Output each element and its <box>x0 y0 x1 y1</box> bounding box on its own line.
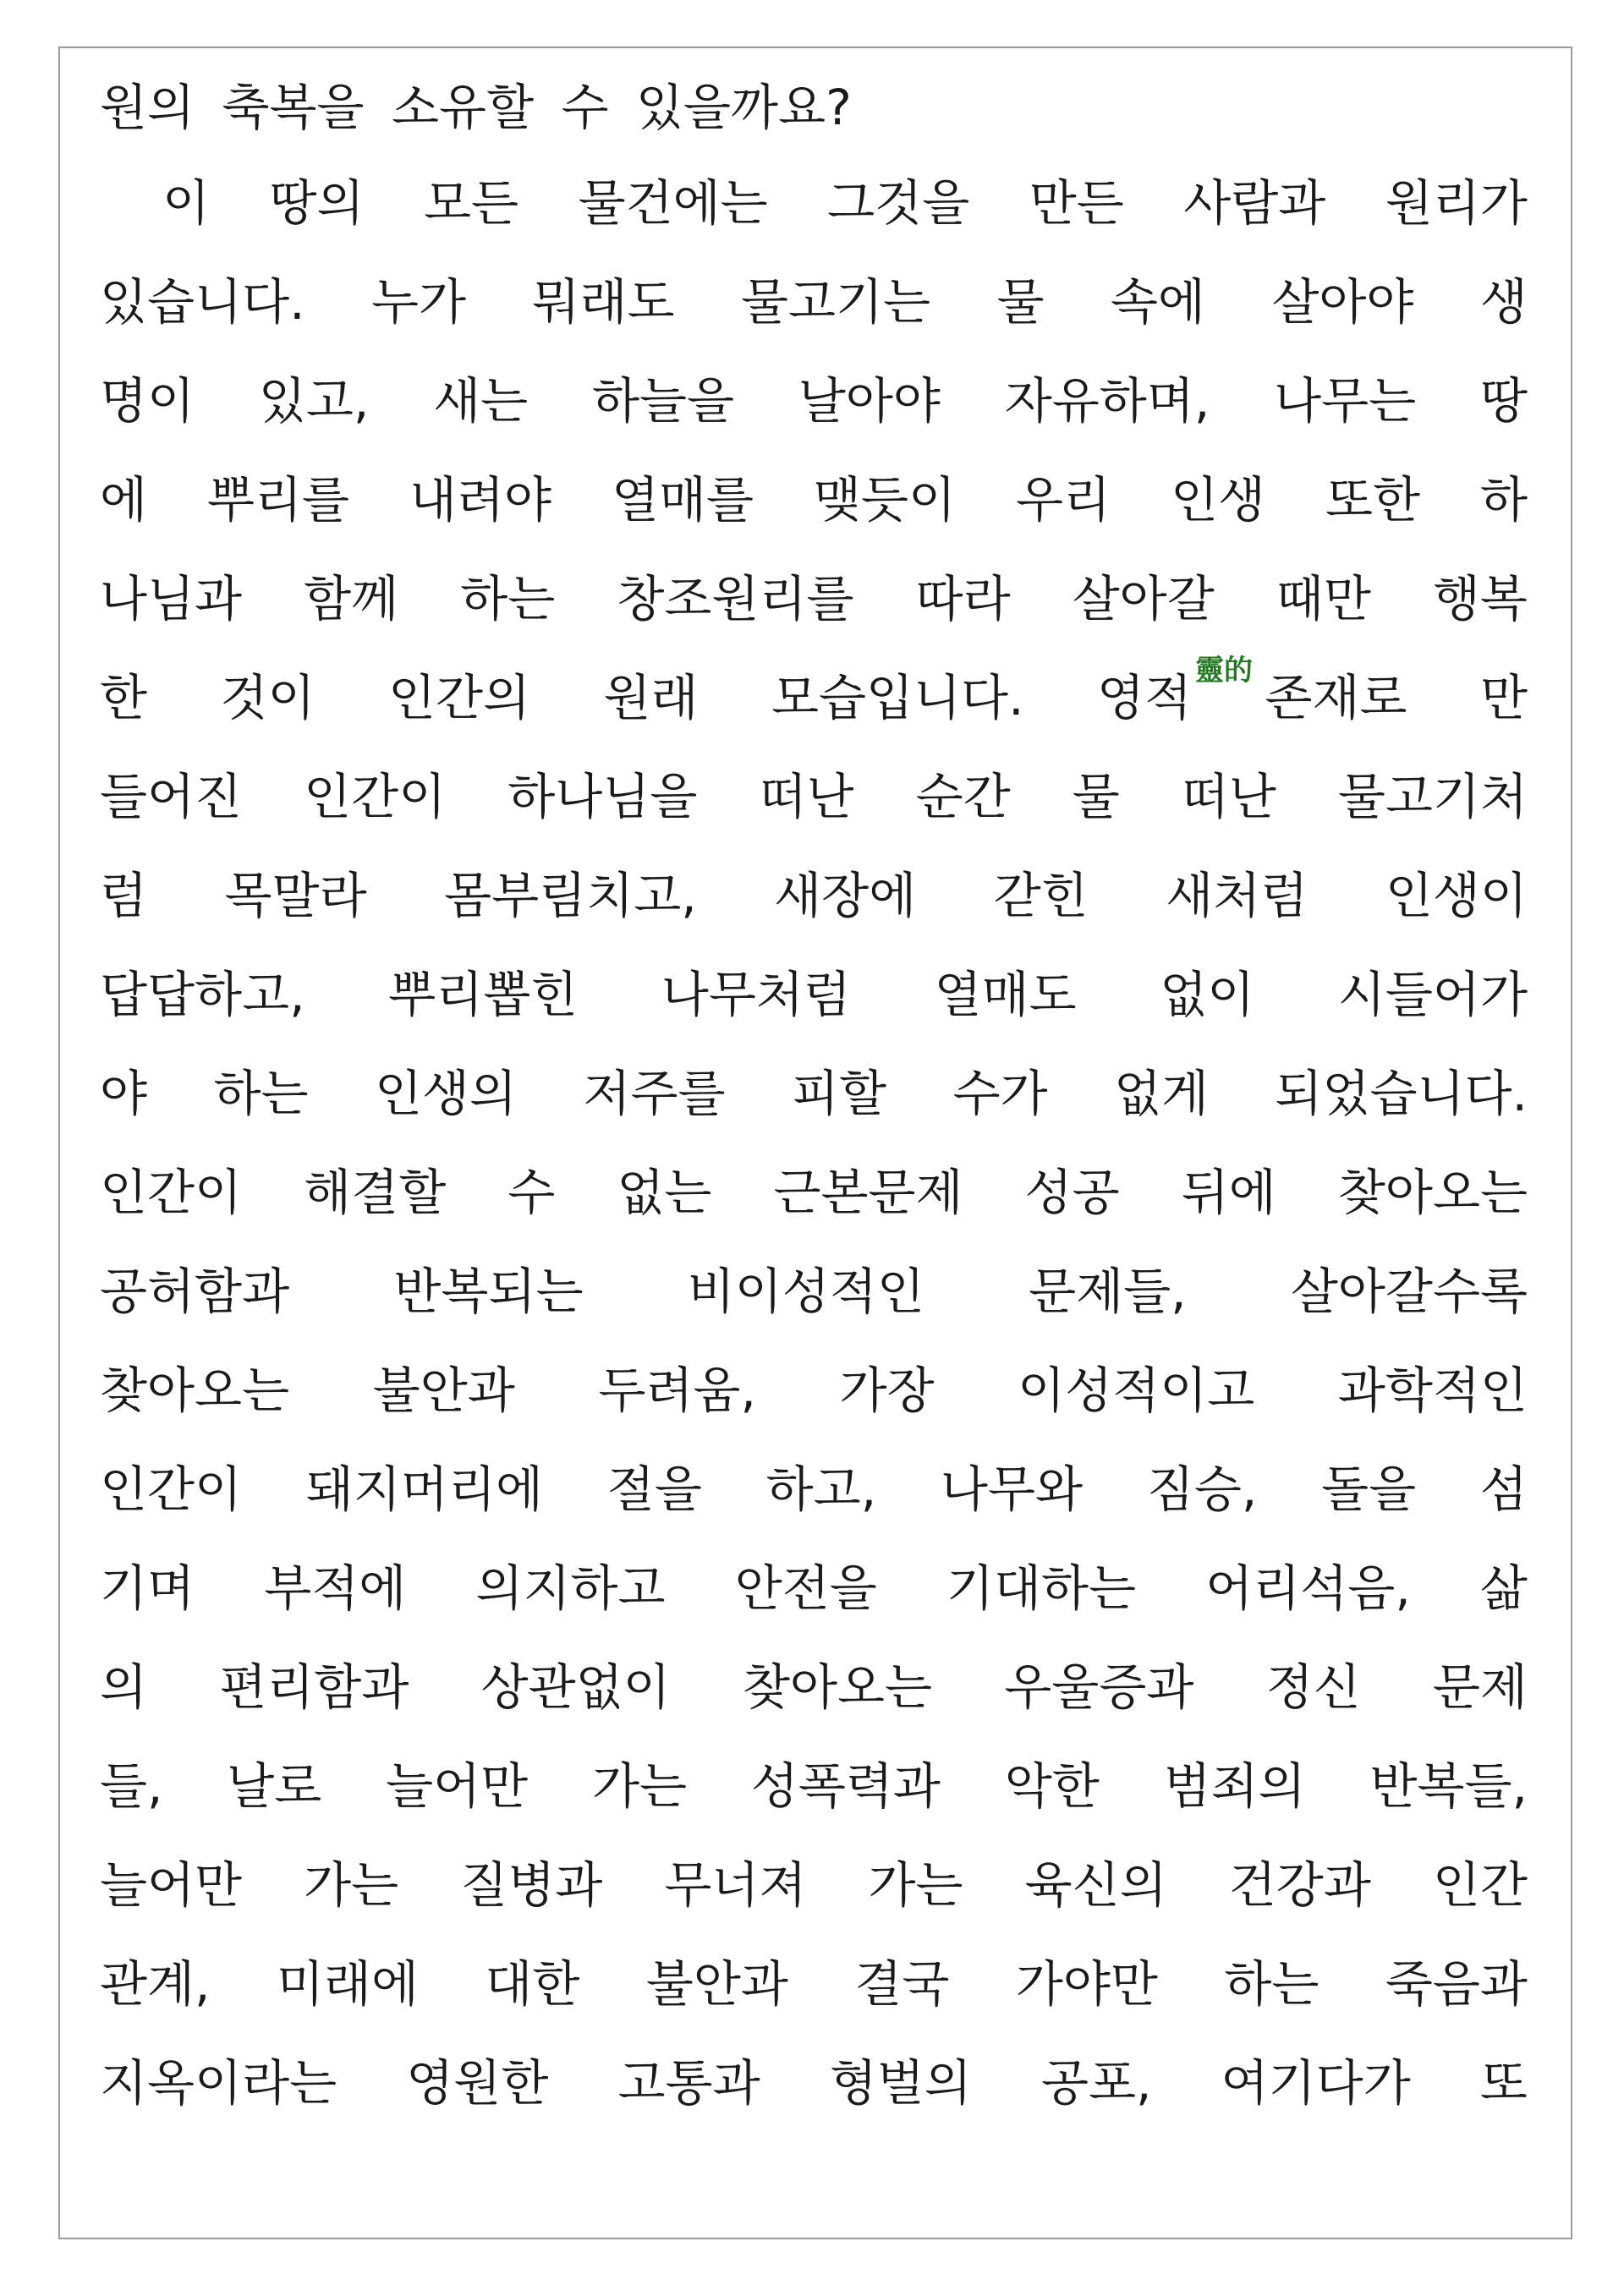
text-word: 사람과 <box>1183 174 1326 232</box>
text-word: 미래에 <box>276 1955 419 2013</box>
text-word: 수 <box>508 1164 556 1221</box>
text-word: 물 <box>1072 768 1120 825</box>
text-word: 누가 <box>370 273 467 331</box>
text-word: 명이 <box>100 372 195 430</box>
text-word: 피할 <box>791 1065 887 1122</box>
text-word: 안전을 <box>734 1559 877 1617</box>
text-word: 속에 <box>1110 273 1205 331</box>
text-word: 불안과 <box>372 1362 515 1419</box>
text-word: 인간 <box>1432 1856 1528 1914</box>
text-word: 영원한 <box>406 2054 549 2112</box>
text-word: 형벌의 <box>829 2054 972 2112</box>
text-word: 여기다가 <box>1221 2054 1411 2112</box>
text-line: 원의 축복을 소유할 수 있을까요? <box>100 79 852 136</box>
text-word: 물건에는 <box>578 174 768 232</box>
text-word: 또한 <box>1325 471 1421 529</box>
text-word: 열매를 <box>611 471 754 529</box>
text-word: 살아갈수록 <box>1290 1263 1528 1320</box>
text-word: 것이 <box>220 669 315 726</box>
text-word: 범죄의 <box>1163 1757 1306 1815</box>
text-word: 모든 <box>424 174 519 232</box>
text-word: 무너져 <box>664 1856 807 1914</box>
text-word: 정신 <box>1265 1658 1361 1716</box>
text-word: 날로 <box>227 1757 322 1815</box>
text-word: 대한 <box>485 1955 580 2013</box>
text-word: 살아갈 <box>1072 570 1215 627</box>
text-line <box>100 1955 1528 2013</box>
text-word: 생 <box>1479 273 1528 331</box>
text-word: 고통과 <box>617 2054 760 2112</box>
text-word: 나무처럼 <box>661 966 851 1023</box>
text-word: 답답하고, <box>100 966 305 1023</box>
text-word: 에 <box>100 471 148 529</box>
text-word: 목말라 <box>224 867 367 924</box>
text-word: 만 <box>1479 669 1528 726</box>
text-word: 하고, <box>765 1460 877 1518</box>
text-word: 우리 <box>1016 471 1111 529</box>
text-line <box>100 1164 1528 1221</box>
text-word: 이성적이고 <box>1018 1362 1255 1419</box>
text-word: 이 <box>162 174 211 232</box>
text-word: 수가 <box>952 1065 1048 1122</box>
text-line <box>100 1658 1528 1716</box>
text-word: 내려야 <box>409 471 552 529</box>
text-line <box>100 654 1528 726</box>
text-word: 돌을 <box>1321 1460 1417 1518</box>
text-word: 하는 <box>460 570 556 627</box>
text-word: 찾아오는 <box>742 1658 933 1716</box>
text-word: 성폭력과 <box>750 1757 941 1815</box>
text-word: 문제 <box>1432 1658 1528 1716</box>
text-word: 기대하는 <box>946 1559 1137 1617</box>
text-line <box>100 2054 1528 2112</box>
text-word: 뿌리를 <box>206 471 350 529</box>
text-word: 원리가 <box>1385 174 1528 232</box>
text-word: 새는 <box>433 372 529 430</box>
text-word: 저주를 <box>583 1065 726 1122</box>
text-word: 삶 <box>1479 1559 1528 1617</box>
text-word: 하나님을 <box>508 768 698 825</box>
text-word: 뒤에 <box>1181 1164 1276 1221</box>
text-word: 떠난 <box>1181 768 1276 825</box>
text-word: 인간이 <box>304 768 447 825</box>
text-word: 물고기처 <box>1337 768 1528 825</box>
text-word: 인생이 <box>1385 867 1528 924</box>
text-line <box>100 966 1528 1023</box>
text-word: 없는 <box>617 1164 712 1221</box>
text-word: 또 <box>1479 2054 1528 2112</box>
text-word: 상관없이 <box>480 1658 671 1716</box>
text-word: 가야만 <box>1015 1955 1158 2013</box>
text-word: 없게 <box>1113 1065 1209 1122</box>
text-word: 근본문제 <box>773 1164 963 1221</box>
text-word: 야 <box>100 1065 148 1122</box>
text-line <box>100 1460 1528 1518</box>
text-word: 공허함과 <box>100 1263 290 1320</box>
text-word: 찾아오는 <box>100 1362 290 1419</box>
text-word: 인간이 <box>100 1164 243 1221</box>
text-word: 나님과 <box>100 570 243 627</box>
text-word: 물 <box>996 273 1045 331</box>
text-line <box>100 1065 1528 1122</box>
text-word: 해결할 <box>304 1164 447 1221</box>
text-line <box>100 1362 1528 1419</box>
text-word: 공포, <box>1040 2054 1152 2112</box>
text-word: 악한 <box>1004 1757 1100 1815</box>
text-word: 인생 <box>1171 471 1266 529</box>
text-word: 창조원리를 <box>617 570 854 627</box>
text-word: 따라 <box>915 570 1011 627</box>
text-word: 있고, <box>258 372 370 430</box>
text-word: 열매도 <box>934 966 1077 1023</box>
text-word: 편리함과 <box>219 1658 409 1716</box>
text-word: 들어진 <box>100 768 243 825</box>
text-word: 절을 <box>606 1460 702 1518</box>
document-body <box>100 79 1528 2157</box>
text-word: 반복들, <box>1369 1757 1528 1815</box>
text-word: 결국 <box>854 1955 950 2013</box>
text-word: 늘어만 <box>386 1757 529 1815</box>
text-line <box>100 1856 1528 1914</box>
text-word: 땅 <box>1479 372 1528 430</box>
text-word: 뭐래도 <box>532 273 675 331</box>
text-word: 만든 <box>1029 174 1124 232</box>
text-word: 육신의 <box>1024 1856 1167 1914</box>
text-word: 새처럼 <box>1166 867 1309 924</box>
text-word: 우울증과 <box>1004 1658 1194 1716</box>
text-word: 찾아오는 <box>1337 1164 1528 1221</box>
text-word: 나무와 <box>940 1460 1084 1518</box>
text-word: 섬 <box>1479 1460 1528 1518</box>
text-word: 부적에 <box>264 1559 407 1617</box>
text-word: 반복되는 <box>393 1263 584 1320</box>
text-line <box>100 471 1528 529</box>
text-word: 갇힌 <box>993 867 1089 924</box>
text-word: 순간 <box>915 768 1011 825</box>
text-line <box>100 372 1528 430</box>
annotated-word-text: 영적 <box>1096 669 1192 726</box>
hanja-gloss: 靈的 <box>1195 654 1253 688</box>
text-line <box>100 570 1528 627</box>
text-word: 질병과 <box>460 1856 603 1914</box>
text-word: 어리석음, <box>1205 1559 1411 1617</box>
text-word: 가는 <box>304 1856 399 1914</box>
text-word: 하늘을 <box>591 372 735 430</box>
text-word: 관계, <box>100 1955 211 2013</box>
text-word: 그것을 <box>827 174 970 232</box>
text-word: 럼 <box>100 867 148 924</box>
text-line <box>100 1559 1528 1617</box>
text-line <box>100 867 1528 924</box>
text-word: 존재로 <box>1265 669 1407 726</box>
text-word: 가는 <box>591 1757 688 1815</box>
text-word: 있습니다. <box>100 273 305 331</box>
text-word: 나무는 <box>1274 372 1417 430</box>
text-word: 가장 <box>839 1362 935 1419</box>
text-word: 늘어만 <box>100 1856 243 1914</box>
text-line <box>100 1757 1528 1815</box>
text-word: 때만 <box>1276 570 1371 627</box>
annotated-word <box>1096 654 1253 726</box>
text-word: 물고기는 <box>740 273 931 331</box>
text-word: 몸부림치고, <box>444 867 697 924</box>
text-word: 하는 <box>1224 1955 1320 2013</box>
text-word: 성공 <box>1024 1164 1120 1221</box>
text-word: 자유하며, <box>1004 372 1210 430</box>
text-word: 비이성적인 <box>687 1263 924 1320</box>
text-word: 살아야 <box>1271 273 1414 331</box>
text-word: 짐승, <box>1146 1460 1258 1518</box>
text-word: 돼지머리에 <box>305 1460 544 1518</box>
text-line <box>100 273 1528 331</box>
text-word: 행복 <box>1432 570 1528 627</box>
text-word: 하는 <box>213 1065 309 1122</box>
text-word: 과학적인 <box>1337 1362 1528 1419</box>
text-word: 의 <box>100 1658 148 1716</box>
text-word: 불안과 <box>645 1955 788 2013</box>
text-word: 인간의 <box>387 669 531 726</box>
text-word: 뿌리뽑힌 <box>388 966 579 1023</box>
text-word: 의지하고 <box>475 1559 666 1617</box>
text-word: 날아야 <box>798 372 941 430</box>
text-word: 새장에 <box>774 867 917 924</box>
text-word: 원래 <box>603 669 699 726</box>
text-word: 건강과 <box>1228 1856 1371 1914</box>
text-word: 땅의 <box>269 174 365 232</box>
text-word: 맺듯이 <box>814 471 957 529</box>
text-line <box>100 768 1528 825</box>
text-word: 가는 <box>868 1856 963 1914</box>
text-word: 시들어가 <box>1337 966 1528 1023</box>
text-word: 없이 <box>1160 966 1255 1023</box>
text-line <box>100 174 1528 232</box>
text-word: 함께 <box>304 570 399 627</box>
text-word: 인간이 <box>100 1460 243 1518</box>
text-word: 두려움, <box>598 1362 756 1419</box>
text-word: 들, <box>100 1757 163 1815</box>
text-word: 떠난 <box>759 768 854 825</box>
text-line <box>100 1263 1528 1320</box>
text-word: 지옥이라는 <box>100 2054 337 2112</box>
text-word: 기며 <box>100 1559 195 1617</box>
text-word: 인생의 <box>374 1065 518 1122</box>
text-word: 죽음과 <box>1385 1955 1528 2013</box>
text-word: 문제들, <box>1029 1263 1187 1320</box>
text-word: 하 <box>1479 471 1528 529</box>
text-word: 한 <box>100 669 148 726</box>
text-word: 모습입니다. <box>771 669 1024 726</box>
text-word: 되었습니다. <box>1275 1065 1528 1122</box>
